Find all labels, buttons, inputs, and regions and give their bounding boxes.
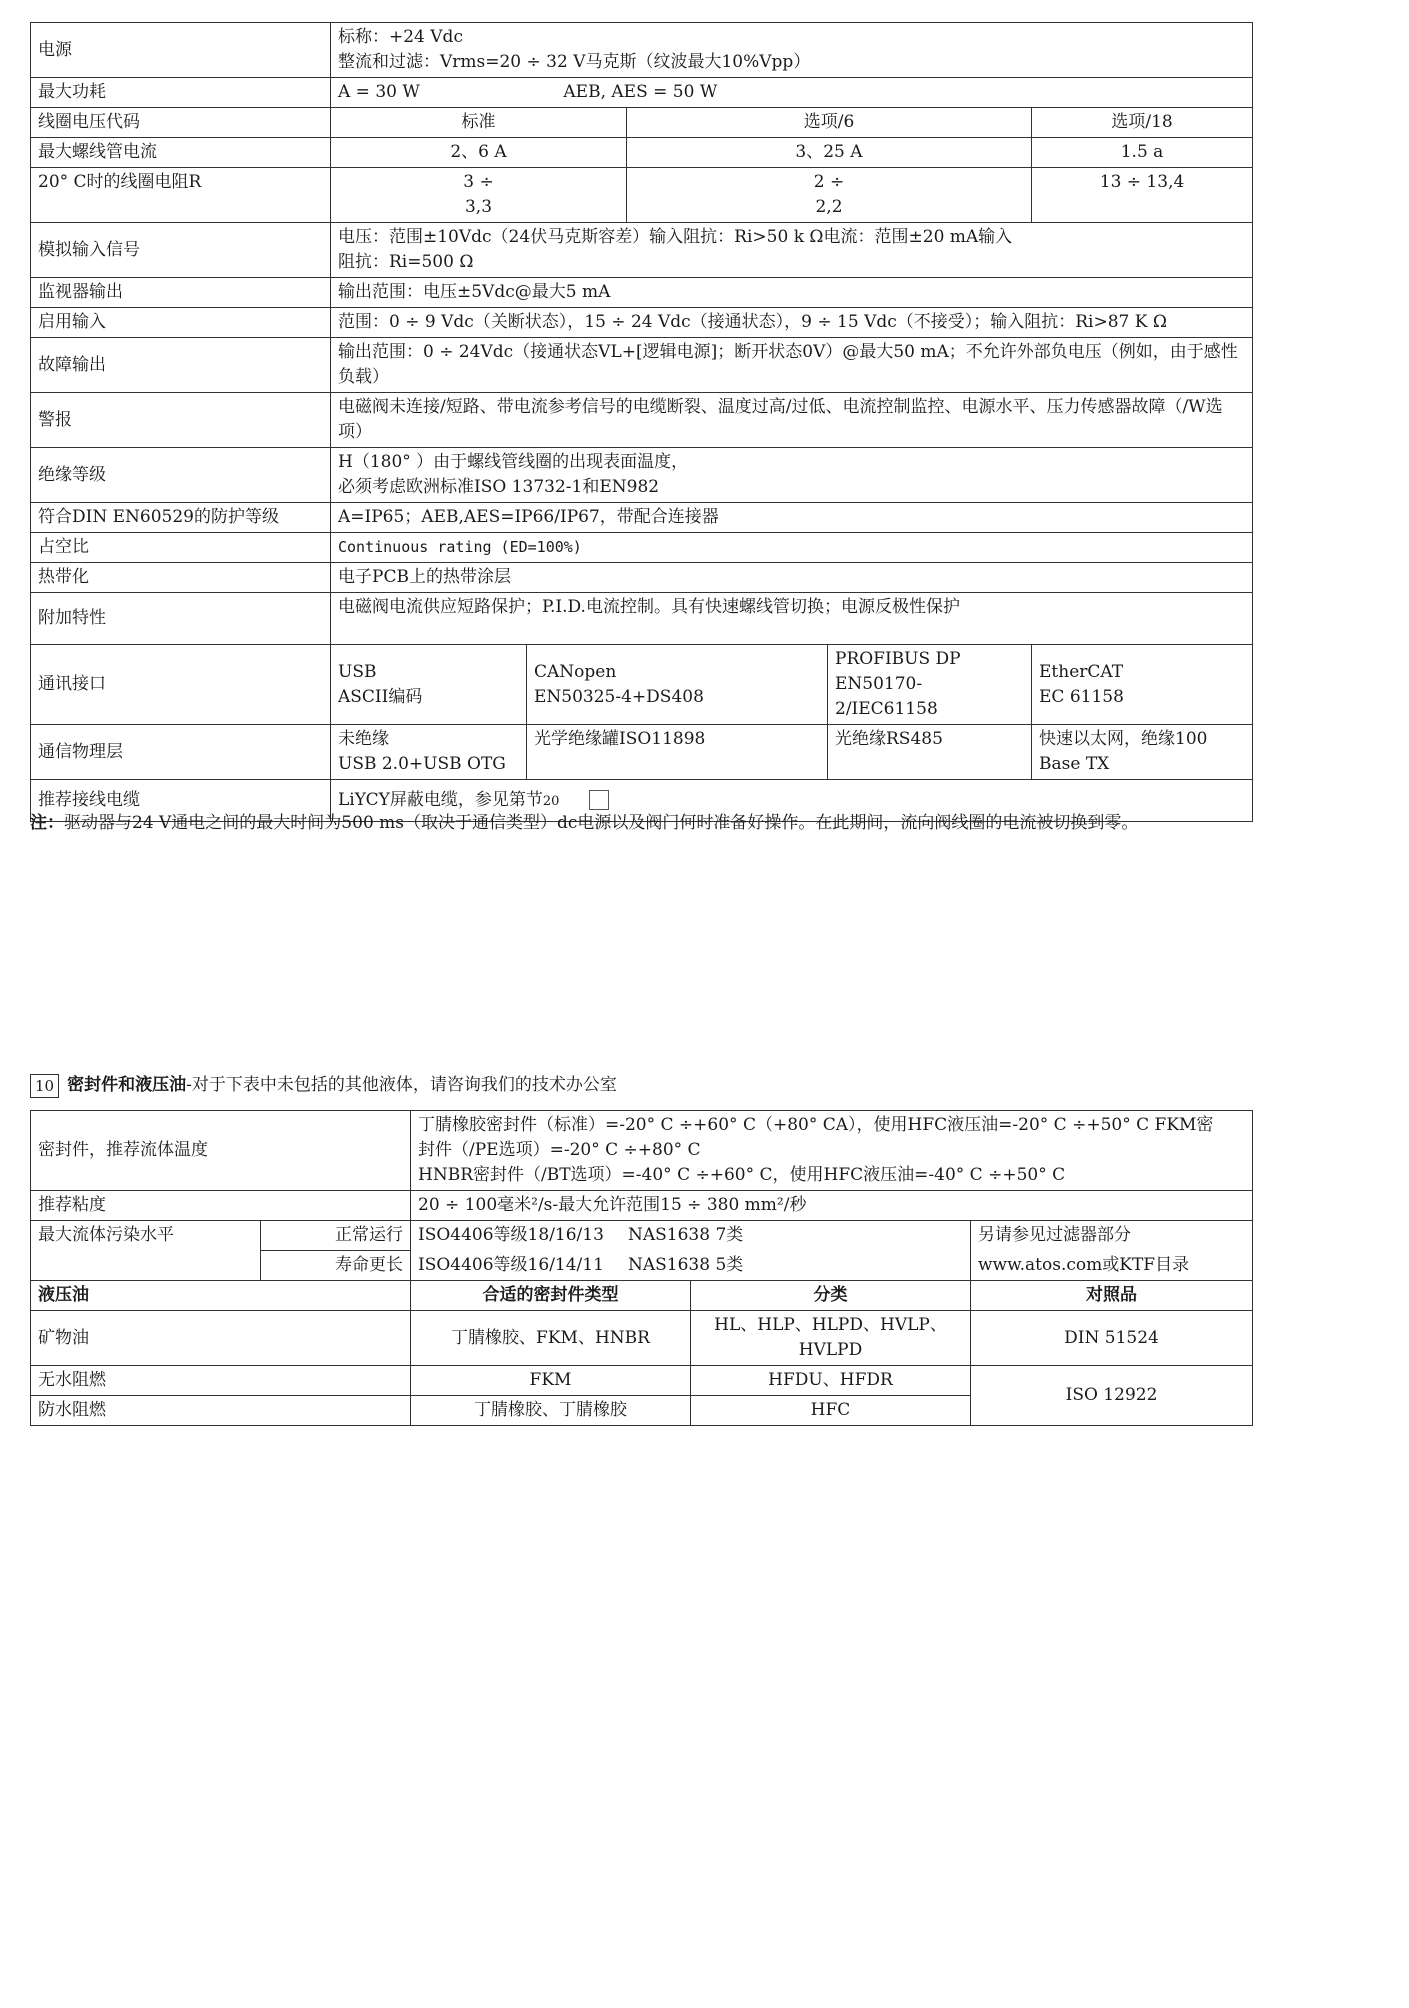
current-option-18: 1.5 a [1032,138,1253,168]
resistance-option-6 [627,168,1032,223]
comm-usb-name: USB [338,661,377,682]
fluid-name: 矿物油 [31,1311,411,1366]
table-row [31,563,1253,593]
row-label: 附加特性 [31,593,331,645]
resistance-option-6-a: 2 ÷ [813,172,845,192]
filter-ref: 另请参见过滤器部分 [971,1221,1253,1251]
contamination-long-value [411,1251,971,1281]
seals-line-2: 封件（/PE选项）=-20° C ÷+80° C [418,1140,701,1160]
row-label: 故障输出 [31,338,331,393]
insulation-line-1: H（180° ）由于螺线管线圈的出现表面温度， [338,452,689,472]
table-row [31,645,1253,725]
row-label: 符合DIN EN60529的防护等级 [31,503,331,533]
analog-line-2: 阻抗：Ri=500 Ω [338,252,474,272]
comm-profibus [828,645,1032,725]
power-nominal: 标称：+24 Vdc [338,27,463,47]
row-value: 电磁阀未连接/短路、带电流参考信号的电缆断裂、温度过高/过低、电流控制监控、电源水平、压力传感器故障（/W选项） [331,393,1253,448]
row-value: Continuous rating (ED=100%) [331,533,1253,563]
table-row [31,1251,1253,1281]
row-label: 最大功耗 [31,78,331,108]
table-row [31,1221,1253,1251]
table-row [31,448,1253,503]
fluid-seal: FKM [411,1366,691,1396]
comm-ethercat [1032,645,1253,725]
resistance-standard-a: 3 ÷ [463,172,494,192]
electrical-characteristics-table [30,22,1253,822]
coil-option-6: 选项/6 [627,108,1032,138]
table-header-row [31,1281,1253,1311]
fluid-name: 防水阻燃 [31,1396,411,1426]
column-header: 分类 [691,1281,971,1311]
comm-ethercat-name: EtherCAT [1039,661,1124,682]
row-label: 密封件，推荐流体温度 [31,1111,411,1191]
column-header: 合适的密封件类型 [411,1281,691,1311]
contamination-normal-label: 正常运行 [261,1221,411,1251]
fluid-seal: 丁腈橡胶、FKM、HNBR [411,1311,691,1366]
comm-canopen-std: EN50325-4+DS408 [534,686,704,707]
max-power-aeb: AEB, AES = 50 W [563,82,718,102]
comm-profibus-std: EN50170-2/IEC61158 [835,674,938,719]
row-label: 监视器输出 [31,278,331,308]
resistance-standard-b: 3,3 [464,197,493,217]
cable-section-ref: 20 [542,793,560,809]
catalog-ref: www.atos.com或KTF目录 [971,1251,1253,1281]
fluid-ref: ISO 12922 [971,1366,1253,1426]
table-row [31,308,1253,338]
table-row [31,1366,1253,1396]
table-row [31,168,1253,223]
comm-usb-coding: ASCII编码 [338,686,423,707]
table-row [31,1111,1253,1191]
long-nas: NAS1638 5类 [628,1254,744,1275]
fluid-seal: 丁腈橡胶、丁腈橡胶 [411,1396,691,1426]
table-row [31,223,1253,278]
section-number: 10 [30,1074,59,1098]
row-label: 警报 [31,393,331,448]
analog-line-1: 电压：范围±10Vdc（24伏马克斯容差）输入阻抗：Ri>50 k Ω电流：范围±20 mA输入 [338,227,1013,247]
table-row [31,278,1253,308]
row-label: 热带化 [31,563,331,593]
section-heading [30,1070,617,1098]
table-row [31,393,1253,448]
row-value [331,448,1253,503]
row-value: 输出范围：0 ÷ 24Vdc（接通状态VL+[逻辑电源]；断开状态0V）@最大50 mA；不允许外部负电压（例如，由于感性负载） [331,338,1253,393]
table-row [31,23,1253,78]
resistance-option-18: 13 ÷ 13,4 [1032,168,1253,223]
fluid-name: 无水阻燃 [31,1366,411,1396]
row-label: 占空比 [31,533,331,563]
normal-iso: ISO4406等级18/16/13 [418,1225,604,1246]
column-header: 液压油 [31,1281,411,1311]
phys-canopen: 光学绝缘罐ISO11898 [527,725,828,780]
comm-canopen-name: CANopen [534,661,617,682]
column-header: 对照品 [971,1281,1253,1311]
fluid-class: HFDU、HFDR [691,1366,971,1396]
row-label: 启用输入 [31,308,331,338]
row-value [331,23,1253,78]
row-label: 绝缘等级 [31,448,331,503]
normal-nas: NAS1638 7类 [628,1225,744,1246]
table-row [31,78,1253,108]
row-value [411,1111,1253,1191]
current-option-6: 3、25 A [627,138,1032,168]
phys-ethercat-b: Base TX [1039,754,1110,774]
table-row [31,1191,1253,1221]
table-row [31,593,1253,645]
table-row [31,503,1253,533]
table-row [31,138,1253,168]
comm-ethercat-std: EC 61158 [1039,686,1124,707]
comm-usb [331,645,527,725]
table-row [31,108,1253,138]
phys-ethercat-a: 快速以太网，绝缘100 [1039,729,1208,749]
row-value: A=IP65；AEB,AES=IP66/IP67，带配合连接器 [331,503,1253,533]
phys-usb-b: USB 2.0+USB OTG [338,754,506,774]
fluid-class: HL、HLP、HLPD、HVLP、HVLPD [691,1311,971,1366]
fluid-class: HFC [691,1396,971,1426]
row-value [331,78,1253,108]
row-value [331,223,1253,278]
contamination-long-label: 寿命更长 [261,1251,411,1281]
row-label-spacer [31,1251,261,1281]
row-label: 最大流体污染水平 [31,1221,261,1251]
phys-profibus: 光绝缘RS485 [828,725,1032,780]
footnote-text: 驱动器与24 V通电之间的最大时间为500 ms（取决于通信类型）dc电源以及阀门何时准备好操作。在此期间，流向阀线圈的电流被切换到零。 [64,813,1139,833]
coil-standard: 标准 [331,108,627,138]
row-value: 范围：0 ÷ 9 Vdc（关断状态），15 ÷ 24 Vdc（接通状态），9 ÷ 15 Vdc（不接受）；输入阻抗：Ri>87 K Ω [331,308,1253,338]
fluid-ref: DIN 51524 [971,1311,1253,1366]
phys-usb-a: 未绝缘 [338,729,389,749]
row-value: 电磁阀电流供应短路保护；P.I.D.电流控制。具有快速螺线管切换；电源反极性保护 [331,593,1253,645]
long-iso: ISO4406等级16/14/11 [418,1254,604,1275]
table-row [31,725,1253,780]
contamination-normal-value [411,1221,971,1251]
coil-option-18: 选项/18 [1032,108,1253,138]
row-label: 推荐粘度 [31,1191,411,1221]
comm-canopen [527,645,828,725]
row-label: 20° C时的线圈电阻R [31,168,331,223]
row-value: 20 ÷ 100毫米²/s-最大允许范围15 ÷ 380 mm²/秒 [411,1191,1253,1221]
row-label: 线圈电压代码 [31,108,331,138]
row-label: 推荐接线电缆 [31,780,331,822]
resistance-standard [331,168,627,223]
power-rectified: 整流和过滤：Vrms=20 ÷ 32 V马克斯（纹波最大10%Vpp） [338,52,811,72]
table-row [31,1311,1253,1366]
row-value: 输出范围：电压±5Vdc@最大5 mA [331,278,1253,308]
row-label: 最大螺线管电流 [31,138,331,168]
seals-fluids-table [30,1110,1253,1426]
section-subtitle: -对于下表中未包括的其他液体，请咨询我们的技术办公室 [186,1075,617,1095]
seals-line-1: 丁腈橡胶密封件（标准）=-20° C ÷+60° C（+80° CA），使用HFC液压油=-20° C ÷+50° C FKM密 [418,1115,1214,1135]
max-power-a: A = 30 W [338,82,420,102]
footnote-label: 注： [30,813,64,833]
table-row [31,338,1253,393]
current-standard: 2、6 A [331,138,627,168]
row-value: 电子PCB上的热带涂层 [331,563,1253,593]
phys-ethercat [1032,725,1253,780]
resistance-option-6-b: 2,2 [815,197,843,217]
row-label: 电源 [31,23,331,78]
section-title: 密封件和液压油 [67,1075,187,1095]
comm-profibus-name: PROFIBUS DP [835,649,961,669]
row-label: 通信物理层 [31,725,331,780]
phys-usb [331,725,527,780]
insulation-line-2: 必须考虑欧洲标准ISO 13732-1和EN982 [338,477,660,497]
seals-line-3: HNBR密封件（/BT选项）=-40° C ÷+60° C，使用HFC液压油=-40° C ÷+50° C [418,1165,1066,1185]
row-label: 模拟输入信号 [31,223,331,278]
checkbox-icon[interactable] [589,790,609,810]
cable-text: LiYCY屏蔽电缆，参见第节 [338,789,543,810]
footnote [30,808,1270,833]
row-label: 通讯接口 [31,645,331,725]
table-row [31,533,1253,563]
